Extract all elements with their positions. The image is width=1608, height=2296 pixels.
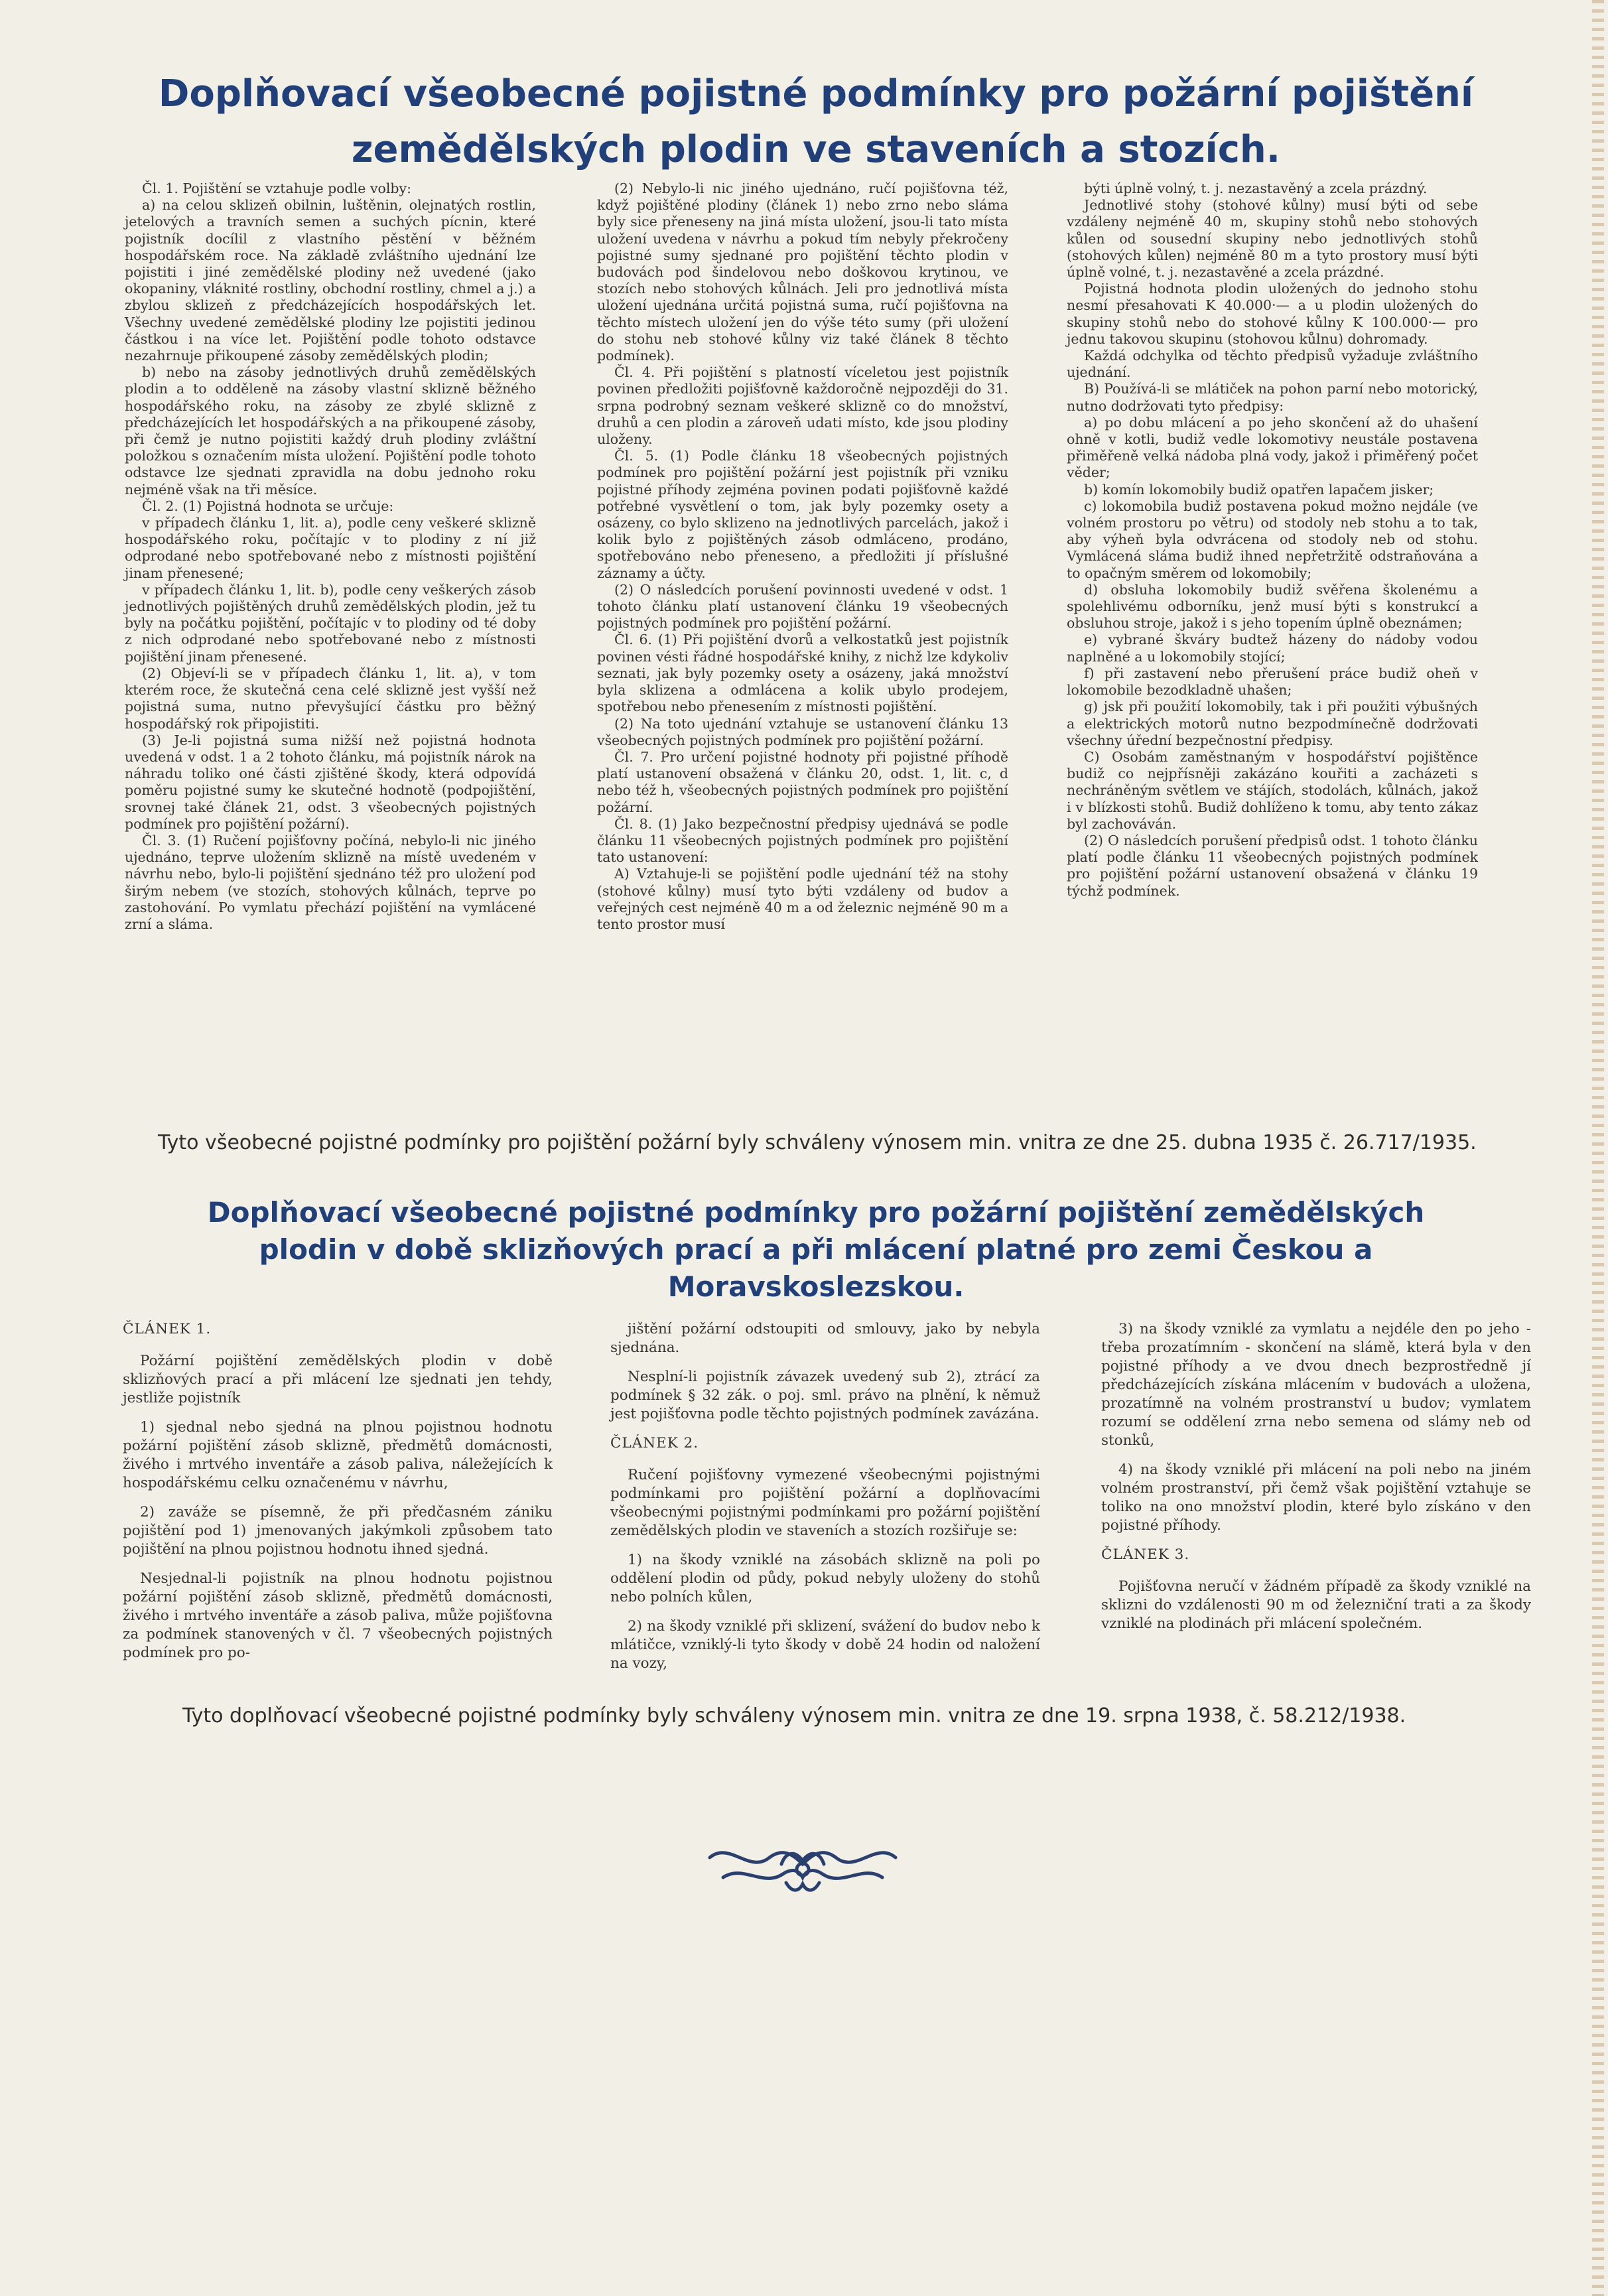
paragraph: c) lokomobila budiž postavena pokud možno nejdále (ve volném prostoru po větru) od stodoly neb stohu a to tak, aby výheň byla odvrácena od stodoly neb od stohu. Vymlácená sláma budiž ihned nepřetržitě odstraňována a to opačným směrem od lokomobily; — [1067, 498, 1478, 581]
paragraph: v případech článku 1, lit. a), podle ceny veškeré sklizně hospodářského roku, počítajíc v to plodiny z ní již odprodané nebo spotřebované nebo z místnosti pojištění jinam přenesené; — [125, 515, 536, 581]
article-heading: ČLÁNEK 2. — [610, 1435, 699, 1452]
paragraph: 2) zaváže se písemně, že při předčasném zániku pojištění pod 1) jmenovaných jakýmkoli způsobem tato pojištění na plnou pojistnou hodnotu ihned sjedná. — [123, 1504, 553, 1558]
second-title: Doplňovací všeobecné pojistné podmínky pro požární pojištění zemědělských plodin v době sklizňových prací a při mlácení platné pro zemi Českou a Moravskoslezskou. — [207, 1196, 1425, 1303]
paragraph: g) jsk při použití lokomobily, tak i při použiti výbušných a elektrických motorů nutno bezpodmínečně dodržovati všechny úřední bezpečnostní předpisy. — [1067, 699, 1478, 748]
paragraph: Pojišťovna neručí v žádném případě za škody vzniklé na sklizni do vzdálenosti 90 m od železniční trati a za škody vzniklé na plodinách při mlácení společném. — [1101, 1578, 1531, 1632]
paragraph: 1) sjednal nebo sjedná na plnou pojistnou hodnotu požární pojištění zásob sklizně, předmětů domácnosti, živého i mrtvého inventáře a zásob paliva, náležejících k hospodářskému celku označenému v návrhu, — [123, 1419, 553, 1491]
paragraph: (2) O následcích porušení předpisů odst. 1 tohoto článku platí podle článku 11 všeobecných pojistných podmínek pro pojištění požární ustanovení obsažená v článku 19 týchž podmínek. — [1067, 832, 1478, 899]
section2-column-2 — [610, 1320, 1040, 1718]
approval-note-1935: Tyto všeobecné pojistné podmínky pro pojištění požární byly schváleny výnosem min. vnitra ze dne 25. dubna 1935 č. 26.717/1935. — [158, 1131, 1477, 1154]
paragraph: (2) Objeví-li se v případech článku 1, lit. a), v tom kterém roce, že skutečná cena celé sklizně jest vyšší než pojistná suma, nutno převyšující částku pro běžný hospodářský rok připojistiti. — [125, 665, 536, 732]
paragraph: a) po dobu mlácení a po jeho skončení až do uhašení ohně v kotli, budiž vedle lokomotivy neustále postavena přiměřeně velká nádoba plná vody, jakož i přiměřený počet věder; — [1067, 414, 1478, 481]
paragraph: b) komín lokomobily budiž opatřen lapačem jisker; — [1084, 481, 1434, 498]
paragraph: Čl. 2. (1) Pojistná hodnota se určuje: — [142, 498, 394, 514]
decorative-flourish-icon — [703, 1838, 902, 1897]
paragraph: A) Vztahuje-li se pojištění podle ujednání též na stohy (stohové kůlny) musí tyto býti vzdáleny od budov a veřejných cest nejméně 40 m a od železnic nejméně 90 m a tento prostor musí — [597, 866, 1008, 932]
section1-column-3 — [1067, 180, 1478, 1122]
paragraph: Čl. 1. Pojištění se vztahuje podle volby: — [142, 180, 412, 196]
section2-column-1 — [123, 1320, 553, 1718]
paragraph: Čl. 8. (1) Jako bezpečnostní předpisy ujednává se podle článku 11 všeobecných pojistných podmínek pro pojištění tato ustanovení: — [597, 815, 1008, 866]
paragraph: Jednotlivé stohy (stohové kůlny) musí býti od sebe vzdáleny nejméně 40 m, skupiny stohů nebo stohových kůlen od sousední skupiny nebo jednotlivých stohů (stohových kůlen) nejméně 80 m a tyto prostory musí býti úplně volné, t. j. nezastavěné a zcela prázdné. — [1067, 197, 1478, 281]
paragraph: Každá odchylka od těchto předpisů vyžaduje zvláštního ujednání. — [1067, 348, 1478, 381]
paragraph: Čl. 4. Při pojištění s platností víceletou jest pojistník povinen předložiti pojišťovně každoročně nejpozději do 31. srpna podrobný seznam veškeré sklizně co do množství, druhů a cen plodin a zároveň udati místo, kde jsou plodiny uloženy. — [597, 364, 1008, 448]
paragraph: Nesjednal-li pojistník na plnou hodnotu pojistnou požární pojištění zásob sklizně, předmětů domácnosti, živého i mrtvého inventáře a zásob paliva, může pojišťovna za podmínek stanovených v čl. 7 všeobecných pojistných podmínek pro po- — [123, 1570, 553, 1661]
paragraph: Požární pojištění zemědělských plodin v době sklizňových prací a při mlácení lze sjednati jen tehdy, jestliže pojistník — [123, 1353, 553, 1406]
approval-note-1938: Tyto doplňovací všeobecné pojistné podmínky byly schváleny výnosem min. vnitra ze dne 19. srpna 1938, č. 58.212/1938. — [182, 1704, 1406, 1727]
paragraph: Nesplní-li pojistník závazek uvedený sub 2), ztrácí za podmínek § 32 zák. o poj. sml. právo na plnění, k němuž jest pojišťovna podle těchto pojistných podmínek zavázána. — [610, 1369, 1040, 1422]
section1-column-2 — [597, 180, 1008, 1122]
paragraph: 2) na škody vzniklé při sklizení, svážení do budov nebo k mlátičce, vzniklý-li tyto škody v době 24 hodin od naložení na vozy, — [610, 1618, 1040, 1672]
paragraph: jištění požární odstoupiti od smlouvy, jako by nebyla sjednána. — [610, 1321, 1040, 1356]
paragraph: (2) Nebylo-li nic jiného ujednáno, ručí pojišťovna též, když pojištěné plodiny (článek 1) nebo zrno nebo sláma byly sice přeneseny na jiná místa uložení, jsou-li tato místa uložení uvedena v návrhu a pokud tím nebyly překročeny pojistné sumy sjednané pro pojištění těchto plodin v budovách pod šindelovou nebo doškovou krytinou, ve stozích nebo stohových kůlnách. Jeli pro jednotlivá místa uložení ujednána určitá pojistná suma, ručí pojišťovna na těchto místech uložení jen do výše této sumy (při uložení do stohu neb stohové kůlny viz také článek 8 těchto podmínek). — [597, 180, 1008, 364]
page-edge-decoration — [1587, 0, 1608, 2296]
paragraph: b) nebo na zásoby jednotlivých druhů zemědělských plodin a to odděleně na zásoby vlastní sklizně běžného hospodářského roku, na zásoby ze zbylé sklizně z předcházejících let hospodářských a na přikoupené zásoby, při čemž je nutno pojistiti každý druh plodiny zvláštní položkou s označením místa uložení. Pojištění podle tohoto odstavce lze sjednati zpravidla na dobu jednoho roku nejméně však na tři měsíce. — [125, 364, 536, 498]
paragraph: a) na celou sklizeň obilnin, luštěnin, olejnatých rostlin, jetelových a travních semen a suchých pícnin, které pojistník docílil z vlastního pěstění v běžném hospodářském roce. Na základě zvláštního ujednání lze pojistiti i jiné zemědělské plodiny než uvedené (jako okopaniny, vláknité rostliny, obchodní rostliny, chmel a j.) a zbylou sklizeň z předcházejících hospodářských let. Všechny uvedené zemědělské plodiny lze pojistiti jedinou částkou i na více let. Pojištění podle tohoto odstavce nezahrnuje přikoupené zásoby zemědělských plodin; — [125, 197, 536, 364]
article-heading: ČLÁNEK 1. — [123, 1321, 212, 1337]
section2-column-3 — [1101, 1320, 1531, 1718]
paragraph: býti úplně volný, t. j. nezastavěný a zcela prázdný. — [1084, 180, 1428, 196]
paragraph: v případech článku 1, lit. b), podle ceny veškerých zásob jednotlivých pojištěných druhů zemědělských plodin, jež tu byly na počátku pojištění, počítajíc v to plodiny od té doby z nich odprodané nebo spotřebované nebo z místnosti pojištění jinam přenesené. — [125, 581, 536, 665]
paragraph: C) Osobám zaměstnaným v hospodářství pojištěnce budiž co nejpřísněji zakázáno kouřiti a zacházeti s nechráněným světlem ve stájích, stodolách, kůlnách, jakož i v blízkosti stohů. Budiž dohlíženo k tomu, aby tento zákaz byl zachováván. — [1067, 748, 1478, 832]
paragraph: (3) Je-li pojistná suma nižší než pojistná hodnota uvedená v odst. 1 a 2 tohoto článku, má pojistník nárok na náhradu toliko oné části zjištěné škody, která odpovídá poměru pojistné sumy ke skutečné hodnotě (podpojištění, srovnej také článek 21, odst. 3 všeobecných pojistných podmínek pro pojištění požární). — [125, 732, 536, 832]
paragraph: d) obsluha lokomobily budiž svěřena školenému a spolehlivému odborníku, jenž musí býti s konstrukcí a obsluhou stroje, jakož i s jeho topením úplně obeznámen; — [1067, 581, 1478, 632]
paragraph: B) Používá-li se mlátiček na pohon parní nebo motorický, nutno dodržovati tyto předpisy: — [1067, 381, 1478, 414]
paragraph: 3) na škody vzniklé za vymlatu a nejdéle den po jeho - třeba prozatímním - skončení na slámě, která byla v den pojistné příhody a ve dvou dnech bezprostředně jí předcházejících získána mlácením v budovách a uložena, prozatímně na volném prostranství u budov; vymlatem rozumí se oddělení zrna nebo semena od slámy neb od stonků, — [1101, 1321, 1531, 1449]
main-title: Doplňovací všeobecné pojistné podmínky pro požární pojištění zemědělských plodin ve staveních a stozích. — [158, 72, 1474, 171]
paragraph: Čl. 7. Pro určení pojistné hodnoty při pojistné příhodě platí ustanovení obsažená v článku 20, odst. 1, lit. c, d nebo též h, všeobecných pojistných podmínek pro pojištění požární. — [597, 748, 1008, 815]
paragraph: f) při zastavení nebo přerušení práce budiž oheň v lokomobile bezodkladně uhašen; — [1067, 665, 1478, 699]
paragraph: 4) na škody vzniklé při mlácení na poli nebo na jiném volném prostranství, při čemž však pojištění vztahuje se toliko na ono množství plodin, které bylo získáno v den pojistné příhody. — [1101, 1461, 1531, 1534]
paragraph: Čl. 3. (1) Ručení pojišťovny počíná, nebylo-li nic jiného ujednáno, teprve uložením sklizně na místě uvedeném v návrhu nebo, bylo-li pojištění sjednáno též pro uložení pod širým nebem (ve stozích, stohových kůlnách, teprve po zastohování. Po vymlatu přechází pojištění na vymlácené zrní a sláma. — [125, 832, 536, 932]
paragraph: Čl. 6. (1) Při pojištění dvorů a velkostatků jest pojistník povinen vésti řádné hospodářské knihy, z nichž lze kdykoliv seznati, jak byly pozemky osety a osázeny, jaká množství byla sklizena a odmlácena a kolik ubylo prodejem, spotřebou nebo přenesením z místnosti pojištění. — [597, 632, 1008, 715]
paragraph: Pojistná hodnota plodin uložených do jednoho stohu nesmí přesahovati K 40.000·— a u plodin uložených do skupiny stohů nebo do stohové kůlny K 100.000·— pro jednu takovou skupinu (stohovou kůlnu) dohromady. — [1067, 281, 1478, 347]
paragraph: 1) na škody vzniklé na zásobách sklizně na poli po oddělení plodin od půdy, pokud nebyly uloženy do stohů nebo polních kůlen, — [610, 1552, 1040, 1605]
paragraph: (2) Na toto ujednání vztahuje se ustanovení článku 13 všeobecných pojistných podmínek pro pojištění požární. — [597, 715, 1008, 748]
paragraph: Ručení pojišťovny vymezené všeobecnými pojistnými podmínkami pro pojištění požární a doplňovacími všeobecnými pojistnými podmínkami pro požární pojištění zemědělských plodin ve staveních a stozích rozšiřuje se: — [610, 1467, 1040, 1539]
section1-column-1 — [125, 180, 536, 1122]
paragraph: e) vybrané škváry budtež házeny do nádoby vodou naplněné a u lokomobily stojící; — [1067, 632, 1478, 665]
article-heading: ČLÁNEK 3. — [1101, 1546, 1190, 1563]
paragraph: Čl. 5. (1) Podle článku 18 všeobecných pojistných podmínek pro pojištění požární jest pojistník při vzniku pojistné příhody zejména povinen podati pojišťovně každé potřebné vysvětlení o tom, jak byly pozemky osety a osázeny, co bylo sklizeno na jednotlivých parcelách, jakož i kolik bylo z pojištěných zásob odmláceno, prodáno, spotřebováno nebo přeneseno, a předložiti jí příslušné záznamy a účty. — [597, 448, 1008, 581]
paragraph: (2) O následcích porušení povinnosti uvedené v odst. 1 tohoto článku platí ustanovení článku 19 všeobecných pojistných podmínek pro pojištění požární. — [597, 581, 1008, 632]
